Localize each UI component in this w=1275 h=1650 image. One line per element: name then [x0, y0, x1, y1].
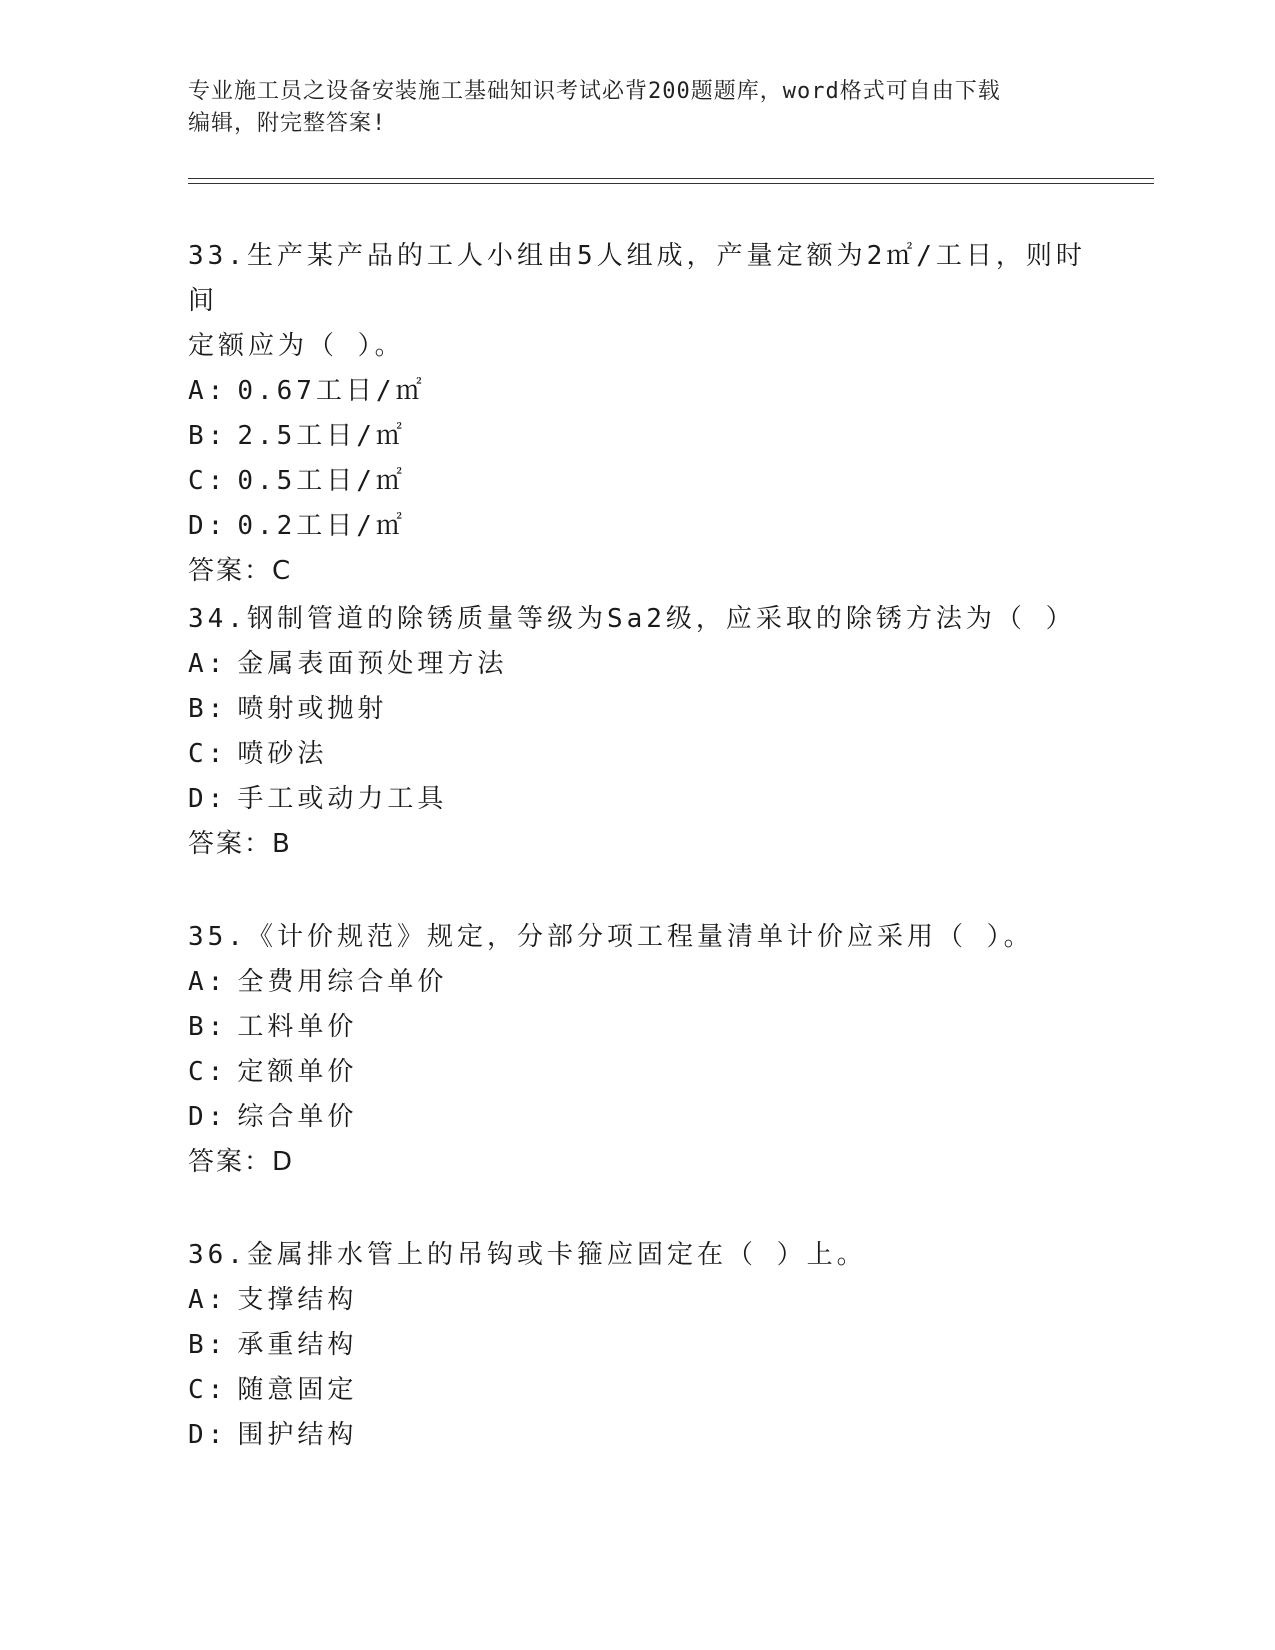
- option-text: 0.2工日/㎡: [237, 511, 406, 541]
- option-text: 工料单价: [237, 1012, 358, 1042]
- option-label: B:: [188, 694, 228, 724]
- option-text: 定额单价: [237, 1057, 358, 1087]
- option-a: [188, 1278, 1088, 1323]
- option-label: C:: [188, 1375, 228, 1405]
- option-c: [188, 459, 1088, 504]
- option-label: B:: [188, 1012, 228, 1042]
- option-text: 0.5工日/㎡: [237, 466, 406, 496]
- question-stem-line-1: 36.金属排水管上的吊钩或卡箍应固定在（ ）上。: [188, 1240, 867, 1270]
- header-line-1: 专业施工员之设备安装施工基础知识考试必背200题题库，word格式可自由下载: [188, 79, 1001, 104]
- question-stem-line-1: 35.《计价规范》规定，分部分项工程量清单计价应采用（ ）。: [188, 922, 1034, 952]
- option-label: D:: [188, 511, 228, 541]
- question-33: [188, 234, 1088, 594]
- option-d: [188, 1095, 1088, 1140]
- option-label: A:: [188, 649, 228, 679]
- option-text: 喷砂法: [237, 739, 328, 769]
- document-header: [188, 76, 1068, 140]
- answer: 答案：C: [188, 556, 293, 586]
- option-label: C:: [188, 466, 228, 496]
- question-stem-line-1: 34.钢制管道的除锈质量等级为Sa2级，应采取的除锈方法为（ ）: [188, 604, 1076, 634]
- option-label: D:: [188, 784, 228, 814]
- option-text: 综合单价: [237, 1102, 358, 1132]
- option-text: 手工或动力工具: [237, 784, 448, 814]
- header-rule-bottom: [188, 183, 1154, 184]
- option-label: C:: [188, 739, 228, 769]
- option-label: A:: [188, 967, 228, 997]
- option-label: A:: [188, 1285, 228, 1315]
- option-b: [188, 1323, 1088, 1368]
- option-a: [188, 369, 1088, 414]
- question-stem-line-2: 定额应为（ ）。: [188, 331, 405, 361]
- question-35: [188, 915, 1088, 1185]
- option-text: 支撑结构: [237, 1285, 358, 1315]
- option-b: [188, 687, 1088, 732]
- header-rule-top: [188, 178, 1154, 179]
- option-text: 喷射或抛射: [237, 694, 388, 724]
- option-label: D:: [188, 1420, 228, 1450]
- option-text: 承重结构: [237, 1330, 358, 1360]
- option-b: [188, 414, 1088, 459]
- option-label: D:: [188, 1102, 228, 1132]
- option-c: [188, 732, 1088, 777]
- question-stem-line-1: 33.生产某产品的工人小组由5人组成，产量定额为2㎡/工日，则时间: [188, 241, 1086, 316]
- option-label: B:: [188, 1330, 228, 1360]
- option-d: [188, 504, 1088, 549]
- option-d: [188, 777, 1088, 822]
- option-d: [188, 1413, 1088, 1458]
- option-c: [188, 1368, 1088, 1413]
- option-text: 全费用综合单价: [237, 967, 448, 997]
- answer: 答案：B: [188, 829, 292, 859]
- option-text: 金属表面预处理方法: [237, 649, 508, 679]
- option-text: 围护结构: [237, 1420, 358, 1450]
- answer: 答案：D: [188, 1147, 295, 1177]
- question-34: [188, 597, 1088, 867]
- option-label: C:: [188, 1057, 228, 1087]
- option-c: [188, 1050, 1088, 1095]
- option-text: 0.67工日/㎡: [237, 376, 426, 406]
- option-a: [188, 642, 1088, 687]
- option-label: A:: [188, 376, 228, 406]
- option-text: 2.5工日/㎡: [237, 421, 406, 451]
- question-36: [188, 1233, 1088, 1458]
- header-line-2: 编辑，附完整答案!: [188, 111, 387, 136]
- option-a: [188, 960, 1088, 1005]
- option-label: B:: [188, 421, 228, 451]
- option-b: [188, 1005, 1088, 1050]
- option-text: 随意固定: [237, 1375, 358, 1405]
